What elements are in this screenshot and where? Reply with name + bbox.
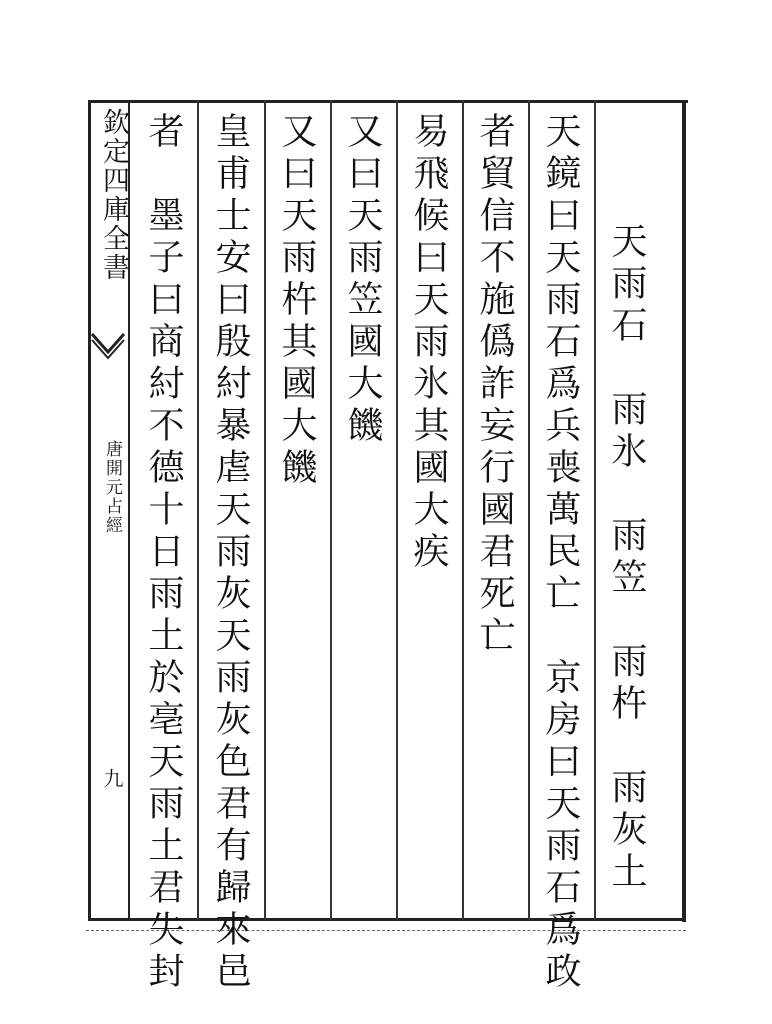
frame-left-rule xyxy=(88,100,91,920)
page-number: 九 xyxy=(100,768,124,788)
text-column-3: 者貿信不施僞詐妄行國君死亡 xyxy=(474,112,515,658)
text-column-8: 者 墨子曰商紂不德十日雨土於亳天雨土君失封 xyxy=(143,112,184,994)
column-divider xyxy=(396,100,398,920)
column-divider xyxy=(197,100,199,920)
text-column-6: 又曰天雨杵其國大饑 xyxy=(276,112,317,490)
frame-right-rule xyxy=(682,100,686,922)
column-divider xyxy=(594,100,596,920)
text-column-4: 易飛候曰天雨氷其國大疾 xyxy=(408,112,449,574)
text-column-1: 天雨石 雨氷 雨笠 雨杵 雨灰土 xyxy=(606,222,647,894)
book-title: 欽定四庫全書 xyxy=(98,108,129,282)
column-divider xyxy=(462,100,464,920)
column-divider xyxy=(528,100,530,920)
text-column-2: 天鏡曰天雨石爲兵喪萬民亡 京房曰天雨石爲政 xyxy=(540,112,581,994)
text-column-5: 又曰天雨笠國大饑 xyxy=(342,112,383,448)
column-divider xyxy=(330,100,332,920)
fishtail-mark-icon xyxy=(90,330,126,366)
frame-top-rule xyxy=(88,100,688,103)
column-divider xyxy=(264,100,266,920)
book-subtitle: 唐開元占經 xyxy=(102,440,122,535)
text-column-7: 皇甫士安曰殷紂暴虐天雨灰天雨灰色君有歸來邑 xyxy=(210,112,251,994)
